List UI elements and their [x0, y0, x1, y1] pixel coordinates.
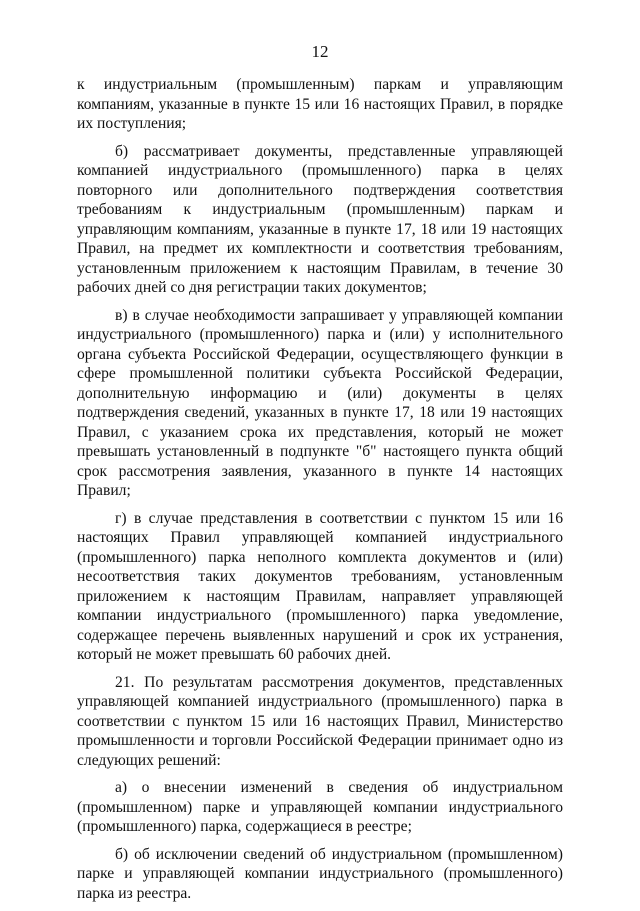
paragraph-item-b: б) рассматривает документы, представленные управляющей компанией индустриального (промышленного) парка в целях повторного или дополнительного подтверждения соответствия требованиям к индустриальным (промышленным) паркам и управляющим компаниям, указанные в пункте 17, 18 или 19 настоящих Правил, на предмет их комплектности и соответствия требованиям, установленным приложением к настоящим Правилам, в течение 30 рабочих дней со дня регистрации таких документов; [77, 142, 563, 296]
paragraph-continuation: к индустриальным (промышленным) паркам и управляющим компаниям, указанные в пункте 15 или 16 настоящих Правил, в порядке их поступления; [77, 76, 563, 132]
paragraph-decision-a: а) о внесении изменений в сведения об индустриальном (промышленном) парке и управляющей компании индустриального (промышленного) парка, содержащиеся в реестре; [77, 779, 563, 835]
page-number: 12 [311, 42, 329, 61]
document-body [77, 75, 563, 911]
paragraph-item-g: г) в случае представления в соответствии с пунктом 15 или 16 настоящих Правил управляющей компанией индустриального (промышленного) парка неполного комплекта документов и (или) несоответствия таких документов требованиям, установленным приложением к настоящим Правилам, направляет управляющей компании индустриального (промышленного) парка уведомление, содержащее перечень выявленных нарушений и срок их устранения, который не может превышать 60 рабочих дней. [77, 509, 563, 663]
paragraph-item-v: в) в случае необходимости запрашивает у управляющей компании индустриального (промышленного) парка и (или) у исполнительного органа субъекта Российской Федерации, осуществляющего функции в сфере промышленной политики субъекта Российской Федерации, дополнительную информацию и (или) документы в целях подтверждения сведений, указанных в пункте 17, 18 или 19 настоящих Правил, с указанием срока их представления, который не может превышать установленный в подпункте "б" настоящего пункта общий срок рассмотрения заявления, указанного в пункте 14 настоящих Правил; [77, 306, 563, 499]
paragraph-clause-21: 21. По результатам рассмотрения документов, представленных управляющей компанией индустриального (промышленного) парка в соответствии с пунктом 15 или 16 настоящих Правил, Министерство промышленности и торговли Российской Федерации принимает одно из следующих решений: [77, 673, 563, 769]
paragraph-decision-b: б) об исключении сведений об индустриальном (промышленном) парке и управляющей компании индустриального (промышленного) парка из реестра. [77, 845, 563, 902]
